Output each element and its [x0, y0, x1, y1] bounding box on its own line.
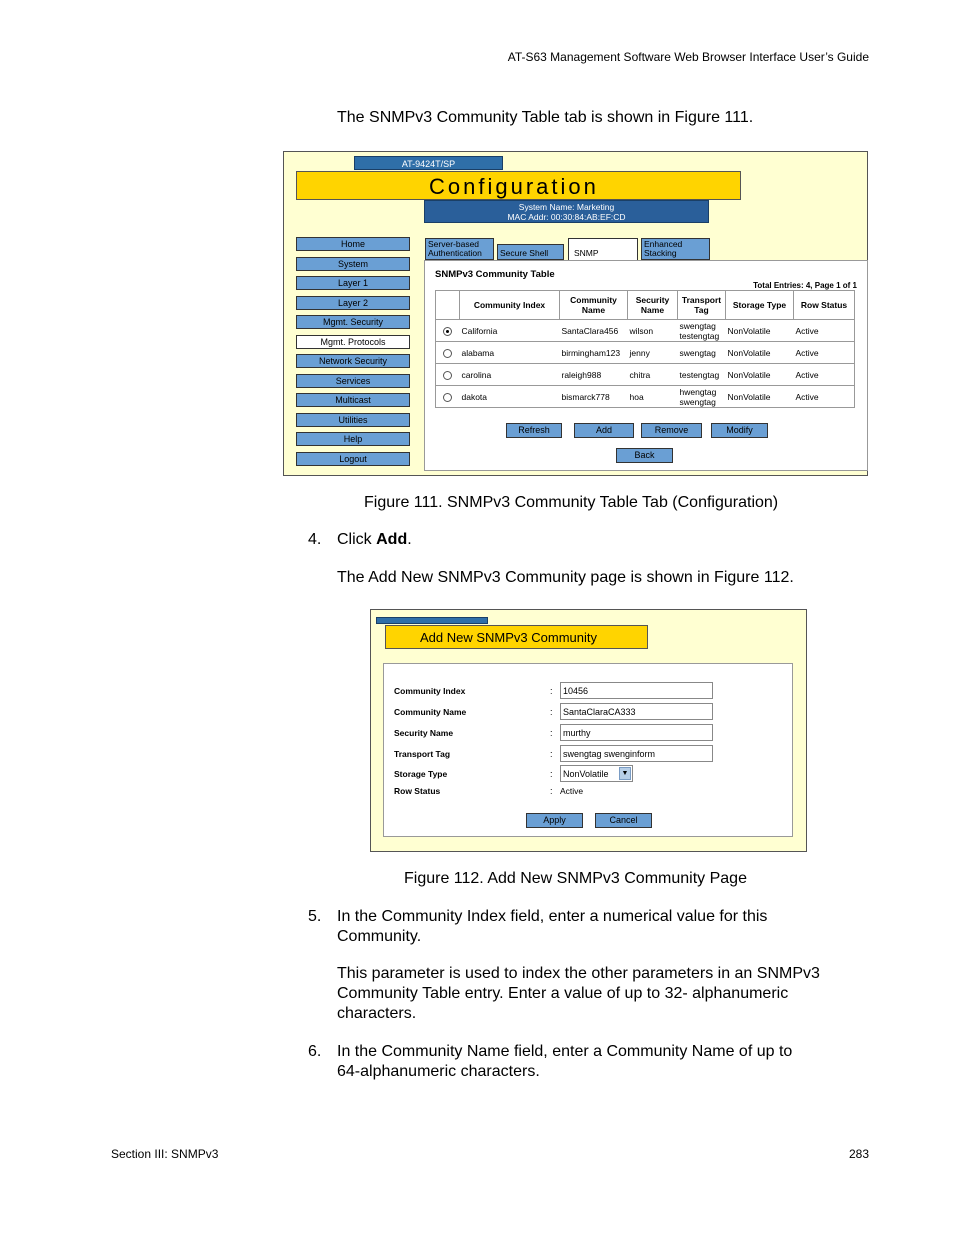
- step-4-post: .: [407, 531, 412, 548]
- nav-home[interactable]: Home: [296, 237, 410, 251]
- column-community-index: Community Index: [460, 291, 560, 320]
- cell-community-name: raleigh988: [560, 364, 628, 386]
- text-line: 64-alphanumeric characters.: [337, 1063, 540, 1080]
- step-5-number: 5.: [308, 908, 322, 925]
- cell-security-name: chitra: [628, 364, 678, 386]
- storage-type-value: NonVolatile: [563, 769, 609, 779]
- cell-row-status: Active: [794, 342, 855, 364]
- nav-mgmt-protocols[interactable]: Mgmt. Protocols: [296, 335, 410, 349]
- model-tab: AT-9424T/SP: [354, 156, 503, 170]
- figure-112-screenshot: [370, 609, 807, 852]
- nav-layer1[interactable]: Layer 1: [296, 276, 410, 290]
- configuration-banner: Configuration: [296, 171, 741, 200]
- cell-row-status: Active: [794, 386, 855, 408]
- label-community-index: Community Index: [394, 686, 466, 696]
- label-transport-tag: Transport Tag: [394, 749, 451, 759]
- index-parameter-paragraph: [337, 964, 820, 1024]
- colon: :: [550, 749, 553, 759]
- back-button[interactable]: Back: [616, 448, 673, 463]
- transport-tag-input[interactable]: swengtag swenginform: [560, 745, 713, 762]
- cell-transport-tag: [678, 320, 726, 342]
- cancel-button[interactable]: Cancel: [595, 813, 652, 828]
- add-button[interactable]: Add: [574, 423, 634, 438]
- step-5-text: [337, 907, 767, 947]
- snmpv3-community-panel: [424, 260, 868, 471]
- table-row: [436, 364, 855, 386]
- cell-storage-type: NonVolatile: [726, 364, 794, 386]
- cell-community-index: California: [460, 320, 560, 342]
- nav-layer2[interactable]: Layer 2: [296, 296, 410, 310]
- step-6-number: 6.: [308, 1043, 322, 1060]
- text-line: In the Community Index field, enter a numerical value for this: [337, 908, 768, 925]
- row-select-cell: [436, 320, 460, 342]
- cell-row-status: Active: [794, 364, 855, 386]
- cell-community-index: alabama: [460, 342, 560, 364]
- cell-security-name: wilson: [628, 320, 678, 342]
- tab-server-based-authentication[interactable]: [425, 238, 494, 260]
- row-select-radio[interactable]: [443, 349, 452, 358]
- label-security-name: Security Name: [394, 728, 454, 738]
- tab-label-line: Enhanced: [644, 239, 683, 249]
- column-security-name: [628, 291, 678, 320]
- tag-line: testengtag: [679, 330, 720, 341]
- tab-label: Secure Shell: [500, 248, 549, 258]
- tag-line: swengtag: [679, 320, 716, 331]
- community-index-input[interactable]: 10456: [560, 682, 713, 699]
- cell-storage-type: NonVolatile: [726, 386, 794, 408]
- column-transport-tag: [678, 291, 726, 320]
- table-row: [436, 386, 855, 408]
- system-name: System Name: Marketing: [518, 202, 615, 212]
- cell-transport-tag: swengtag: [678, 342, 726, 364]
- cell-transport-tag: testengtag: [678, 364, 726, 386]
- row-select-radio[interactable]: [443, 371, 452, 380]
- apply-button[interactable]: Apply: [526, 813, 583, 828]
- nav-system[interactable]: System: [296, 257, 410, 271]
- nav-logout[interactable]: Logout: [296, 452, 410, 466]
- tag-line: hwengtag: [679, 386, 717, 397]
- tab-label-line: Stacking: [644, 248, 677, 258]
- header-line: Name: [581, 305, 606, 315]
- column-row-status: Row Status: [794, 291, 855, 320]
- nav-help[interactable]: Help: [296, 432, 410, 446]
- text-line: characters.: [337, 1005, 417, 1022]
- cell-security-name: jenny: [628, 342, 678, 364]
- column-storage-type: Storage Type: [726, 291, 794, 320]
- page-number: 283: [848, 1147, 869, 1161]
- community-name-input[interactable]: SantaClaraCA333: [560, 703, 713, 720]
- step-6-text: [337, 1042, 792, 1082]
- cell-row-status: Active: [794, 320, 855, 342]
- tag-line: swengtag: [679, 396, 716, 407]
- tab-snmp[interactable]: [568, 238, 638, 261]
- step-4-number: 4.: [308, 531, 322, 548]
- nav-utilities[interactable]: Utilities: [296, 413, 410, 427]
- panel-title: SNMPv3 Community Table: [435, 269, 555, 280]
- text-line: Community Table entry. Enter a value of up to 32- alphanumeric: [337, 985, 789, 1002]
- label-storage-type: Storage Type: [394, 769, 448, 779]
- cell-community-name: SantaClara456: [560, 320, 628, 342]
- nav-network-security[interactable]: Network Security: [296, 354, 410, 368]
- row-select-cell: [436, 364, 460, 386]
- text-line: In the Community Name field, enter a Community Name of up to: [337, 1043, 793, 1060]
- colon: :: [550, 686, 553, 696]
- system-info-box: [424, 200, 709, 223]
- intro-figure-111: The SNMPv3 Community Table tab is shown in Figure 111.: [337, 109, 754, 126]
- chevron-down-icon[interactable]: ▼: [619, 767, 631, 780]
- row-status-value: Active: [560, 786, 584, 796]
- community-table: [435, 290, 855, 408]
- tab-label: SNMP: [574, 248, 599, 258]
- table-header-row: [436, 291, 855, 320]
- row-select-cell: [436, 342, 460, 364]
- header-line: Security: [635, 295, 670, 305]
- table-row: [436, 320, 855, 342]
- refresh-button[interactable]: Refresh: [506, 423, 562, 438]
- nav-mgmt-security[interactable]: Mgmt. Security: [296, 315, 410, 329]
- tab-label-line: Server-based: [428, 239, 480, 249]
- header-tab: [376, 617, 488, 624]
- cell-community-name: bismarck778: [560, 386, 628, 408]
- step-4-text: [337, 530, 412, 550]
- cell-community-name: birmingham123: [560, 342, 628, 364]
- header-line: Tag: [694, 305, 709, 315]
- modify-button[interactable]: Modify: [711, 423, 768, 438]
- tab-secure-shell[interactable]: [497, 244, 564, 260]
- storage-type-select[interactable]: [560, 765, 633, 782]
- row-select-cell: [436, 386, 460, 408]
- cell-transport-tag: [678, 386, 726, 408]
- row-select-radio[interactable]: [443, 393, 452, 402]
- tab-label-line: Authentication: [428, 248, 482, 258]
- row-select-radio[interactable]: [443, 327, 452, 336]
- footer-section: Section III: SNMPv3: [111, 1147, 219, 1161]
- cell-community-index: carolina: [460, 364, 560, 386]
- nav-services[interactable]: Services: [296, 374, 410, 388]
- table-row: [436, 342, 855, 364]
- cell-storage-type: NonVolatile: [726, 320, 794, 342]
- text-line: This parameter is used to index the other parameters in an SNMPv3: [337, 965, 820, 982]
- mac-address: MAC Addr: 00:30:84:AB:EF:CD: [507, 212, 626, 222]
- colon: :: [550, 786, 553, 796]
- figure-111-screenshot: [283, 151, 868, 476]
- nav-multicast[interactable]: Multicast: [296, 393, 410, 407]
- colon: :: [550, 769, 553, 779]
- header-line: Transport: [681, 295, 722, 305]
- caption-figure-111: Figure 111. SNMPv3 Community Table Tab (Configuration): [364, 494, 779, 511]
- colon: :: [550, 728, 553, 738]
- total-entries: Total Entries: 4, Page 1 of 1: [753, 281, 857, 290]
- header-line: Name: [640, 305, 665, 315]
- text-line: Community.: [337, 928, 422, 945]
- header-line: Community: [570, 295, 617, 305]
- guide-title: AT-S63 Management Software Web Browser Interface User’s Guide: [507, 50, 869, 64]
- tab-enhanced-stacking[interactable]: [641, 238, 710, 260]
- security-name-input[interactable]: murthy: [560, 724, 713, 741]
- caption-figure-112: Figure 112. Add New SNMPv3 Community Page: [404, 870, 747, 887]
- label-row-status: Row Status: [394, 786, 441, 796]
- add-community-form: [383, 663, 793, 837]
- column-community-name: [560, 291, 628, 320]
- step-4-pre: Click: [337, 531, 377, 548]
- add-community-banner: Add New SNMPv3 Community: [385, 625, 648, 649]
- select-column-header: [436, 291, 460, 320]
- remove-button[interactable]: Remove: [641, 423, 702, 438]
- colon: :: [550, 707, 553, 717]
- cell-storage-type: NonVolatile: [726, 342, 794, 364]
- cell-security-name: hoa: [628, 386, 678, 408]
- intro-figure-112: The Add New SNMPv3 Community page is shown in Figure 112.: [337, 569, 794, 586]
- label-community-name: Community Name: [394, 707, 467, 717]
- step-4-bold: Add: [376, 531, 408, 548]
- cell-community-index: dakota: [460, 386, 560, 408]
